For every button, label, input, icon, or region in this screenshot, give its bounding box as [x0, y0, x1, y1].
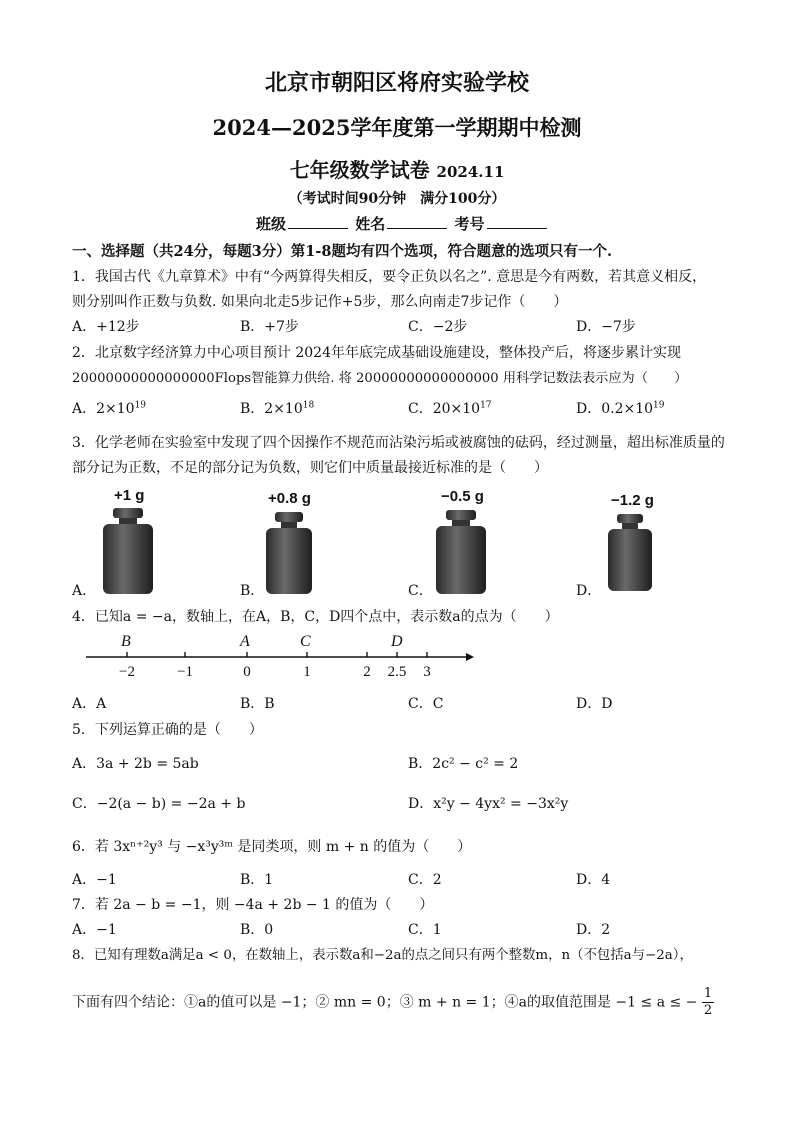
q2-option-b: B．$2\times 10^{18}$: [240, 400, 315, 417]
q5-option-b: B．2c² − c² = 2: [408, 756, 519, 772]
number-blank[interactable]: [487, 228, 547, 229]
q2-line1: 2．北京数字经济算力中心项目预计 2024年年底完成基础设施建设，整体投产后，将逐步累计实现: [72, 345, 681, 361]
tick-label-0: 0: [243, 664, 251, 680]
q6-option-b: B．1: [240, 872, 274, 888]
q4-option-c: C．C: [408, 696, 444, 712]
q3-option-d: D．: [576, 583, 602, 599]
tick-label-2-5: 2.5: [387, 664, 407, 680]
q5-option-c: C．−2(a − b) = −2a + b: [72, 796, 246, 812]
q7-option-c: C．1: [408, 922, 442, 938]
q1-line2: 则分别叫作正数与负数. 如果向北走5步记作+5步，那么向南走7步记作（ ）: [72, 294, 568, 310]
q3-option-a: A．: [72, 583, 97, 599]
weight-icon-3: [436, 510, 486, 594]
weight-label-2: +0.8 g: [268, 490, 311, 507]
q6-option-d: D．4: [576, 872, 611, 888]
q7-option-b: B．0: [240, 922, 274, 938]
q2-option-a: A．$2\times 10^{19}$: [72, 400, 147, 417]
term-title: 2024—2025学年度第一学期期中检测: [212, 115, 582, 140]
exam-info: （考试时间90分钟 满分100分）: [288, 191, 506, 207]
q7-option-d: D．2: [576, 922, 611, 938]
q4-option-d: D．D: [576, 696, 613, 712]
q3-line1: 3．化学老师在实验室中发现了四个因操作不规范而沾染污垢或被腐蚀的砝码，经过测量，超出标准质量的: [72, 435, 725, 451]
q7-stem: 7．若 2a − b = −1，则 −4a + 2b − 1 的值为（ ）: [72, 897, 434, 913]
section-heading: 一、选择题（共24分，每题3分）第1-8题均有四个选项，符合题意的选项只有一个.: [72, 243, 613, 260]
weight-icon-4: [608, 514, 652, 591]
q5-option-a: A．3a + 2b = 5ab: [72, 756, 199, 772]
point-label-d: D: [391, 633, 403, 650]
tick-label-3: 3: [423, 664, 431, 680]
q2-option-d: D．$0.2\times 10^{19}$: [576, 400, 665, 417]
q1-line1: 1．我国古代《九章算术》中有“今两算得失相反，要令正负以名之”. 意思是今有两数，若其意义相反，: [72, 269, 707, 285]
q5-stem: 5．下列运算正确的是（ ）: [72, 722, 263, 738]
tick-label-2: 2: [363, 664, 371, 680]
weight-icon-1: [103, 508, 153, 594]
q4-option-a: A．A: [72, 696, 107, 712]
name-blank[interactable]: [387, 228, 447, 229]
class-label: 班级: [256, 215, 287, 233]
q4-stem: 4．已知a = −a，数轴上，在A，B，C，D四个点中，表示数a的点为（ ）: [72, 609, 559, 625]
q3-line2: 部分记为正数，不足的部分记为负数，则它们中质量最接近标准的是（ ）: [72, 460, 548, 476]
q6-option-a: A．−1: [72, 872, 117, 888]
q7-option-a: A．−1: [72, 922, 117, 938]
paper-name: 七年级数学试卷: [289, 158, 430, 182]
number-line: [80, 628, 480, 684]
q2-line2: 20000000000000000Flops智能算力供给. 将 20000000000000000 用科学记数法表示应为（ ）: [72, 371, 688, 386]
weight-label-1: +1 g: [114, 487, 145, 504]
q6-stem: 6．若 3xⁿ⁺²y³ 与 −x³y³ᵐ 是同类项，则 m + n 的值为（ ）: [72, 839, 472, 855]
q1-option-a: A．+12步: [72, 319, 140, 335]
student-info-line: [256, 213, 549, 234]
weight-label-4: −1.2 g: [611, 492, 654, 509]
point-label-c: C: [300, 633, 311, 650]
number-label: 考号: [454, 215, 485, 233]
q4-option-b: B．B: [240, 696, 275, 712]
tick-label-neg1: −1: [177, 664, 193, 680]
q1-option-d: D．−7步: [576, 319, 636, 335]
q1-option-b: B．+7步: [240, 319, 299, 335]
school-title: 北京市朝阳区将府实验学校: [264, 70, 529, 96]
paper-title: [0, 154, 794, 183]
q2-option-c: C．$20\times 10^{17}$: [408, 400, 492, 417]
q1-option-c: C．−2步: [408, 319, 468, 335]
point-label-a: A: [240, 633, 250, 650]
weights-illustration: [0, 500, 794, 600]
q3-option-c: C．: [408, 583, 433, 599]
q6-option-c: C．2: [408, 872, 442, 888]
q8-conclusions: 下面有四个结论：①a的值可以是 −1；② mn = 0；③ m + n = 1；④a的取值范围是 −1 ≤ a ≤ −: [72, 994, 698, 1011]
q3-option-b: B．: [240, 583, 265, 599]
q8-line2: [72, 986, 714, 1019]
tick-label-neg2: −2: [119, 664, 135, 680]
weight-label-3: −0.5 g: [441, 488, 484, 505]
q5-option-d: D．x²y − 4yx² = −3x²y: [408, 796, 569, 812]
weight-icon-2: [266, 512, 312, 594]
q8-line1: 8．已知有理数a满足a < 0，在数轴上，表示数a和−2a的点之间只有两个整数m，n（不包括a与−2a），: [72, 948, 693, 963]
point-label-b: B: [121, 633, 131, 650]
fraction-one-half: $\frac{1}{2}$: [703, 986, 713, 1018]
paper-date: 2024.11: [436, 163, 505, 181]
tick-label-1: 1: [303, 664, 311, 680]
class-blank[interactable]: [288, 228, 348, 229]
name-label: 姓名: [355, 215, 386, 233]
number-line-arrow: [466, 653, 474, 661]
